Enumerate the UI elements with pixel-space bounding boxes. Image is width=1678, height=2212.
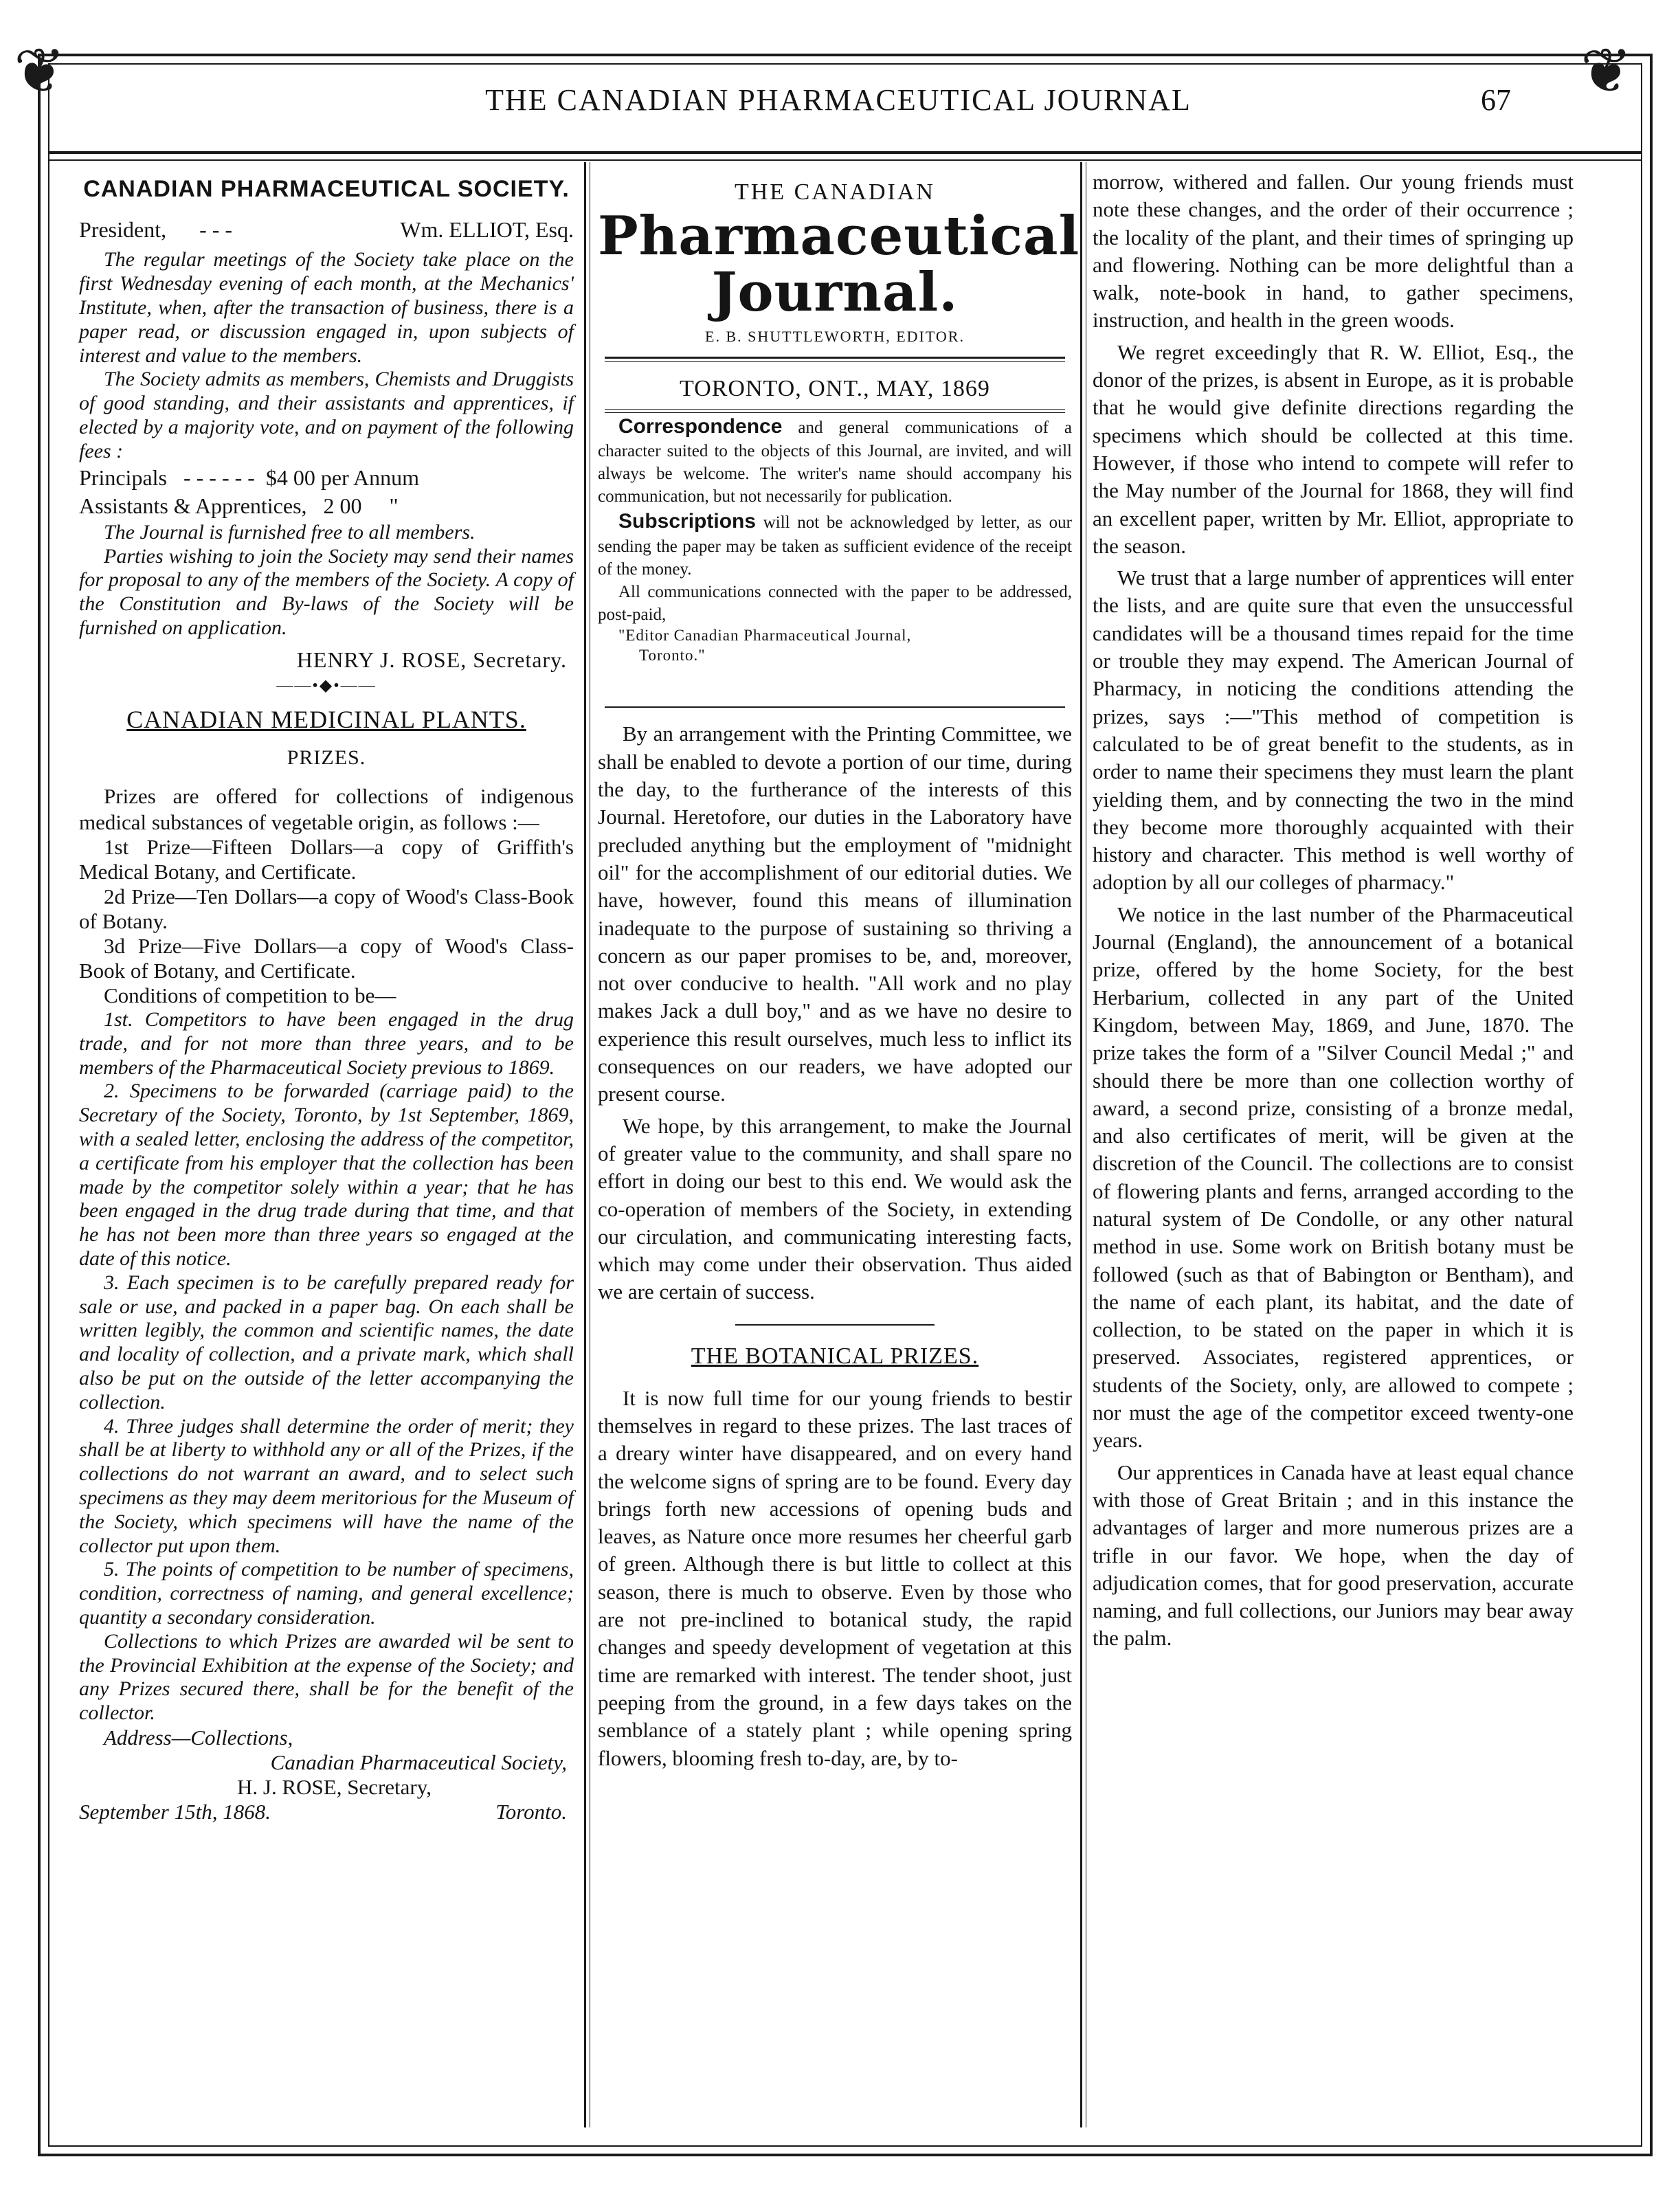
president-dashes: - - - <box>199 217 233 243</box>
masthead-overline: THE CANADIAN <box>735 179 935 205</box>
botanical-paragraph-2: morrow, withered and fallen. Our young friends must note these changes, and the order of their occurrence ; the locality of the plant, and their times of springing up and flowering. Nothing can be more delightful than a walk, note-book in hand, to gather specimens, instruction, and health in the green woods. <box>1093 170 1574 333</box>
closing-date-row <box>79 1800 574 1824</box>
masthead-rule <box>605 357 1065 362</box>
prizes-intro: Prizes are offered for collections of indigenous medical substances of vegetable origin, as follows :— <box>79 783 574 834</box>
running-title: THE CANADIAN PHARMACEUTICAL JOURNAL <box>485 83 1192 117</box>
editorial-paragraph-2: We hope, by this arrangement, to make the Journal of greater value to the community, and shall spare no effort in doing our best to this end. We would ask the co-operation of members of the Society, in extending our circulation, and communicating interesting facts, which may come under their observation. Thus aided we are certain of success. <box>598 1113 1072 1304</box>
address-secretary: H. J. ROSE, Secretary, <box>237 1774 432 1799</box>
prize-third: 3d Prize—Five Dollars—a copy of Wood's Class-Book of Botany, and Certificate. <box>79 934 574 983</box>
prize-first: 1st Prize—Fifteen Dollars—a copy of Griffith's Medical Botany, and Certificate. <box>79 835 574 884</box>
correspondence-text: and general communications of a character suited to the objects of this Journal, are invited, and will always be welcome. The writer's name should accompany his communication, but not necessarily for publication. <box>598 418 1073 506</box>
header-rule <box>48 151 1642 154</box>
botanical-paragraph-3: We regret exceedingly that R. W. Elliot, Esq., the donor of the prizes, is absent in Europe, as it is probable that he would give definite directions regarding the specimens which should be collected at this time. However, if those who intend to compete will refer to the May number of the Journal for 1868, they will find an excellent paper, written by Mr. Elliot, appropriate to the season. <box>1093 339 1574 558</box>
condition-2: 2. Specimens to be forwarded (carriage paid) to the Secretary of the Society, Toronto, by 1st September, 1869, with a sealed letter, enclosing the address of the competitor, a certificate from his employer that the collection has been made by the competitor solely within a year; that he has been engaged in the drug trade during that time, and that he has not been more than three years so engaged at the date of this notice. <box>79 1080 574 1270</box>
editor-address-line1: "Editor Canadian Pharmaceutical Journal, <box>618 626 912 644</box>
header-rule-thin <box>48 159 1642 161</box>
society-heading: CANADIAN PHARMACEUTICAL SOCIETY. <box>83 176 570 202</box>
editorial-rule <box>605 706 1065 708</box>
subscriptions-text: will not be acknowledged by letter, as our sending the paper may be taken as sufficient evidence of the receipt of the money. <box>598 513 1073 579</box>
address-society: Canadian Pharmaceutical Society, <box>270 1750 567 1774</box>
column-editorial <box>598 168 1080 1772</box>
editor-address-line2: Toronto." <box>639 646 706 664</box>
plants-heading: CANADIAN MEDICINAL PLANTS. <box>126 705 526 733</box>
fee-principals: Principals - - - - - - $4 00 per Annum <box>79 465 420 490</box>
correspondence-notice <box>598 413 1072 509</box>
condition-5: 5. The points of competition to be number of specimens, condition, correctness of naming, and general excellence; quantity a secondary consideration. <box>79 1558 574 1629</box>
masthead-title: Pharmaceutical Journal. <box>598 205 1080 324</box>
corner-ornament-right-icon: ❦ <box>1580 38 1633 106</box>
notice-city: Toronto. <box>495 1799 567 1824</box>
secretary-signature: HENRY J. ROSE, Secretary. <box>296 647 567 672</box>
president-name: Wm. ELLIOT, Esq. <box>400 217 574 243</box>
botanical-paragraph-4: We trust that a large number of apprentices will enter the lists, and are quite sure that even the unsuccessful candidates will be a thousand times repaid for the time or trouble they may expend. The American Journal of Pharmacy, in noticing the conditions attending the prizes, says :—"This method of competition is calculated to be of great benefit to the students, as in order to name their specimens they must learn the plant yielding them, and by connecting the two in the mind they become more thoroughly acquainted with their history and character. This method is well worthy of adoption by all our colleges of pharmacy." <box>1093 566 1574 895</box>
conditions-intro: Conditions of competition to be— <box>104 983 396 1008</box>
meetings-paragraph: The regular meetings of the Society take place on the first Wednesday evening of each month, at the Mechanics' Institute, when, after the transaction of business, there is a paper read, or discussion engaged in, upon subjects of interest and value to the members. <box>79 248 574 367</box>
address-label: Address—Collections, <box>104 1725 293 1750</box>
column-society-notices <box>79 168 574 1824</box>
column-rule-left <box>584 162 586 2127</box>
journal-free-paragraph: The Journal is furnished free to all members. <box>104 520 476 544</box>
masthead-editor: E. B. SHUTTLEWORTH, EDITOR. <box>705 327 965 345</box>
subscriptions-lead: Subscriptions <box>618 510 757 533</box>
botanical-paragraph-1: It is now full time for our young friends to bestir themselves in regard to these prizes. The last traces of a dreary winter have disappeared, and on every hand the welcome signs of spring are to be found. Every day brings forth new accessions of opening buds and leaves, as Nature once more resumes her cheerful garb of green. Although there is but little to collect at this season, there is much to observe. Even by those who are not pre-inclined to botanical study, the rapid changes and speedy development of vegetation at this time are remarked with interest. The tender shoot, just peeping from the ground, in a few days takes on the semblance of a stately plant ; while opening spring flowers, blooming fresh to-day, are, by to- <box>598 1385 1072 1770</box>
correspondence-lead: Correspondence <box>618 414 783 438</box>
botanical-rule <box>735 1324 935 1326</box>
notice-date: September 15th, 1868. <box>79 1799 271 1824</box>
communications-note: All communications connected with the paper to be addressed, post-paid, <box>598 582 1072 624</box>
botanical-paragraph-6: Our apprentices in Canada have at least equal chance with those of Great Britain ; and in this instance the advantages of larger and more numerous prizes are a trifle in our favor. We hope, when the day of adjudication comes, that for good preservation, accurate naming, and full collections, our Juniors may bear away the palm. <box>1093 1460 1574 1651</box>
subscriptions-notice <box>598 508 1072 581</box>
membership-paragraph: The Society admits as members, Chemists and Druggists of good standing, and their assistants and apprentices, if elected by a majority vote, and on payment of the following fees : <box>79 368 574 462</box>
condition-4: 4. Three judges shall determine the order of merit; they shall be at liberty to withhold any or all of the Prizes, if the collections do not warrant an award, and to select such specimens as they may deem meritorious for the Museum of the Society, which specimens will have the name of the collector put upon them. <box>79 1414 574 1557</box>
condition-3: 3. Each specimen is to be carefully prepared ready for sale or use, and packed in a paper bag. On each shall be written legibly, the common and scientific names, the date and locality of collection, and a private mark, which shall also be put on the outside of the letter accompanying the collection. <box>79 1271 574 1414</box>
column-rule-right <box>1080 162 1082 2127</box>
president-line <box>79 217 574 243</box>
collections-note: Collections to which Prizes are awarded wil be sent to the Provincial Exhibition at the expense of the Society; and any Prizes secured there, shall be for the benefit of the collector. <box>79 1629 574 1725</box>
botanical-heading: THE BOTANICAL PRIZES. <box>691 1343 979 1369</box>
editorial-paragraph-1: By an arrangement with the Printing Committee, we shall be enabled to devote a portion of our time, during the day, to the furtherance of the interests of this Journal. Heretofore, our duties in the Laboratory have precluded anything but the employment of "midnight oil" for the accomplishment of our editorial duties. We have, however, found this means of illumination inadequate to the purpose of sustaining so thriving a concern as our paper promises to be, and, moreover, not over conducive to health. "All work and no play makes Jack a dull boy," and as we have no desire to experience this result ourselves, much less to inflict its consequences on our readers, we have adopted our present course. <box>598 722 1072 1106</box>
page-number: 67 <box>1481 83 1511 117</box>
column-botanical-continued <box>1093 168 1574 1653</box>
prizes-heading: PRIZES. <box>287 746 366 769</box>
section-divider: ——•◆•—— <box>276 676 377 695</box>
join-paragraph: Parties wishing to join the Society may send their names for proposal to any of the members of the Society. A copy of the Constitution and By-laws of the Society will be furnished on application. <box>79 544 574 639</box>
botanical-paragraph-5: We notice in the last number of the Pharmaceutical Journal (England), the announcement of a botanical prize, offered by the home Society, for the best Herbarium, collected in any part of the United Kingdom, between May, 1869, and June, 1870. The prize takes the form of a "Silver Council Medal ;" and should there be more than one collection worthy of award, a second prize, consisting of a bronze medal, and also certificates of merit, will be given at the discretion of the Council. The collections are to consist of flowering plants and ferns, arranged according to the natural system of De Condolle, or any other natural method in use. Some work on British botany must be followed (such as that of Babington or Bentham), and the name of each plant, its habitat, and the date of collection, to be stated on the paper in which it is preserved. Associates, registered apprentices, or students of the Society, only, are allowed to compete ; nor must the age of the competitor exceed twenty-one years. <box>1093 902 1574 1453</box>
prize-second: 2d Prize—Ten Dollars—a copy of Wood's Class-Book of Botany. <box>79 884 574 934</box>
corner-ornament-left-icon: ❦ <box>14 38 66 106</box>
condition-1: 1st. Competitors to have been engaged in the drug trade, and for not more than three years, and to be members of the Pharmaceutical Society previous to 1869. <box>79 1008 574 1079</box>
dateline: TORONTO, ONT., MAY, 1869 <box>680 375 990 401</box>
president-label: President, <box>79 217 167 243</box>
fee-assistants: Assistants & Apprentices, 2 00 " <box>79 493 399 519</box>
